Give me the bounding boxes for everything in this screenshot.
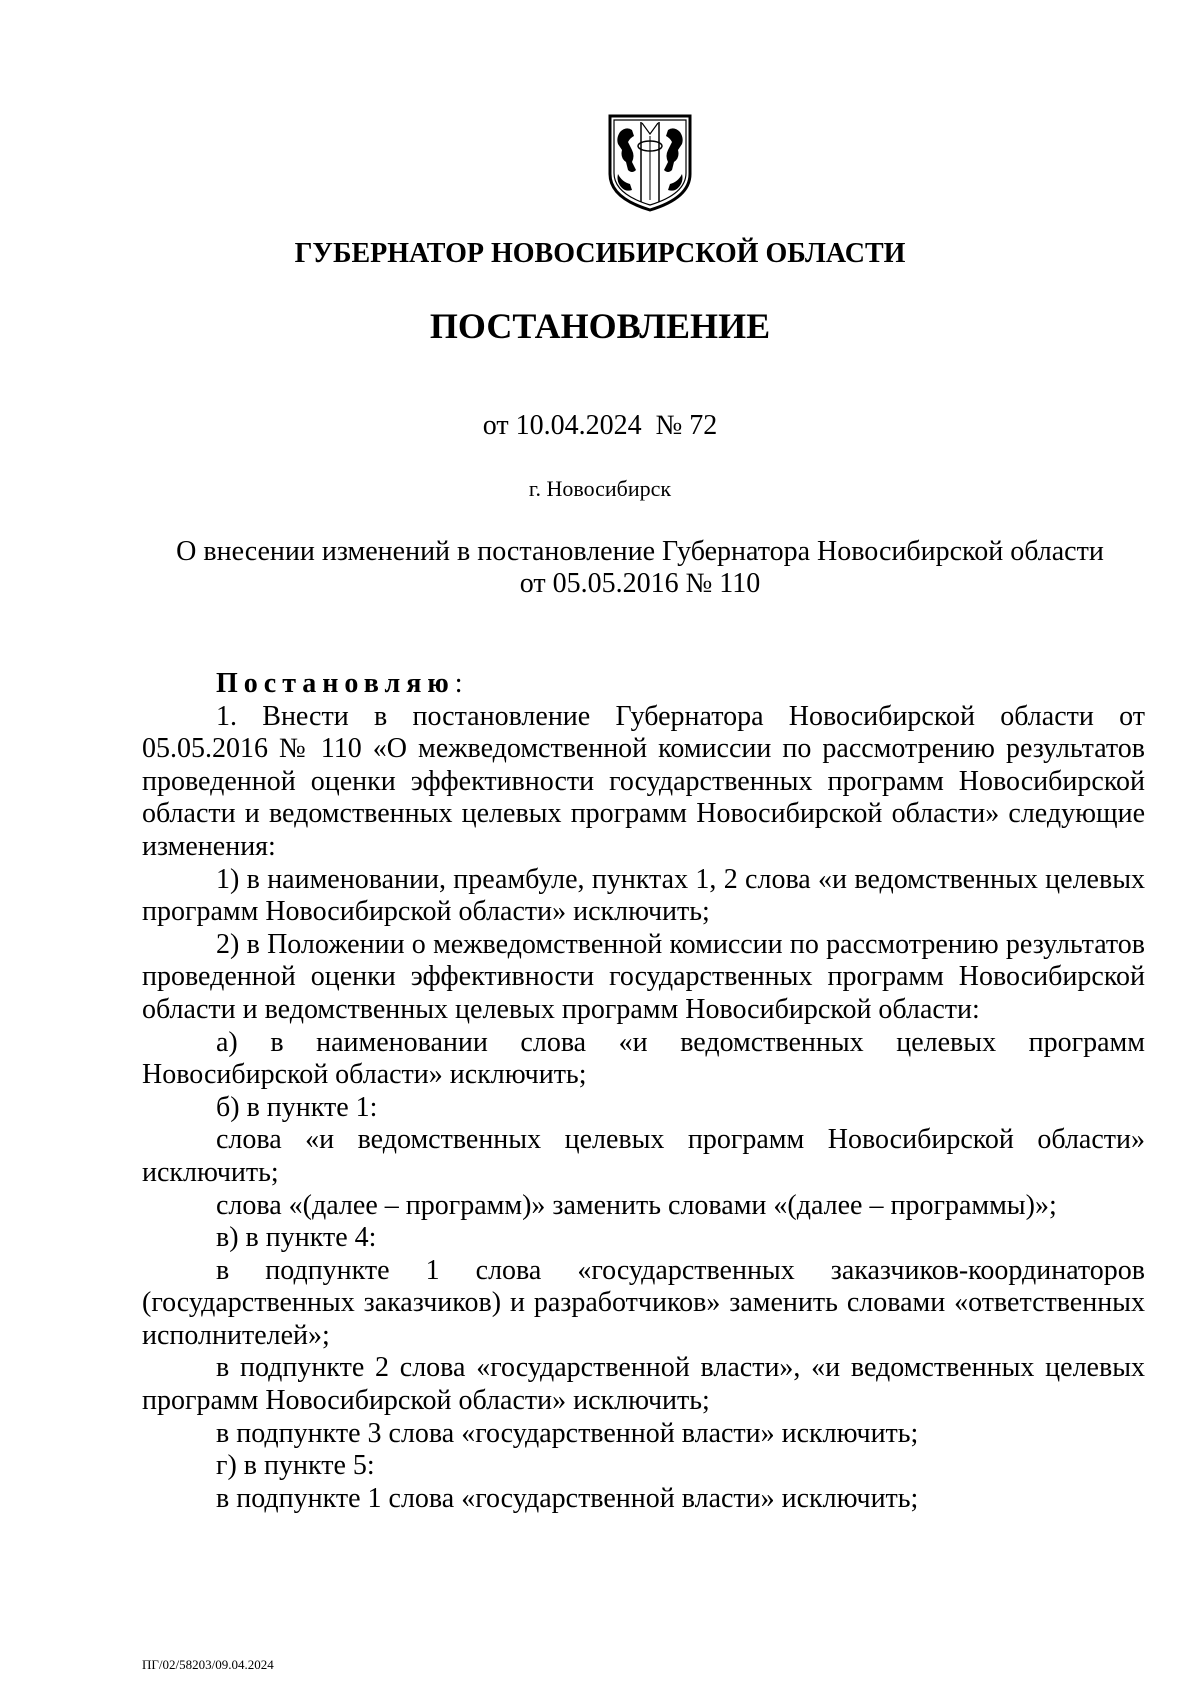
document-code: ПГ/02/58203/09.04.2024	[142, 1657, 274, 1672]
decree-colon: :	[454, 668, 463, 699]
paragraph-letter-v: в) в пункте 4:	[216, 1222, 377, 1254]
paragraph-letter-g: г) в пункте 5:	[216, 1450, 375, 1482]
coat-of-arms-icon	[604, 112, 696, 212]
paragraph-subitem-1: 1) в наименовании, преамбуле, пунктах 1, 2 слова «и ведомственных целевых программ Новосибирской области» исключить;	[142, 863, 1145, 928]
paragraph-item-1: 1. Внести в постановление Губернатора Новосибирской области от 05.05.2016 № 110 «О межведомственной комиссии по рассмотрению результатов проведенной оценки эффективности государственных программ Новосибирской области и ведомственных целевых программ Новосибирской области» следующие изменения:	[142, 700, 1145, 862]
place-of-issue: г. Новосибирск	[528, 476, 672, 501]
paragraph-text: в подпункте 1 слова «государственных заказчиков-координаторов (государственных заказчиков) и разработчиков» заменить словами «ответственных исполнителей»;	[142, 1254, 1145, 1351]
date-number-line	[0, 408, 1200, 444]
document-body	[142, 668, 1145, 1515]
issuing-authority: ГУБЕРНАТОР НОВОСИБИРСКОЙ ОБЛАСТИ	[294, 238, 906, 269]
paragraph-text: в подпункте 2 слова «государственной власти», «и ведомственных целевых программ Новосибирской области» исключить;	[142, 1352, 1145, 1417]
paragraph-text: в подпункте 3 слова «государственной власти» исключить;	[216, 1417, 919, 1449]
decree-word: Постановляю	[216, 668, 455, 699]
document-type-title: ПОСТАНОВЛЕНИЕ	[429, 306, 771, 346]
paragraph-text: слова «и ведомственных целевых программ Новосибирской области» исключить;	[142, 1124, 1145, 1188]
document-date: от 10.04.2024	[482, 410, 642, 441]
paragraph-letter-a: а) в наименовании слова «и ведомственных целевых программ Новосибирской области» исключить;	[142, 1026, 1145, 1091]
paragraph-text: в подпункте 1 слова «государственной власти» исключить;	[216, 1482, 919, 1514]
document-subject	[150, 536, 1130, 600]
decree-heading	[142, 668, 1145, 701]
document-number: № 72	[655, 410, 718, 441]
subject-line-2: от 05.05.2016 № 110	[519, 568, 761, 599]
paragraph-text: слова «(далее – программ)» заменить словами «(далее – программы)»;	[216, 1189, 1057, 1221]
subject-line-1: О внесении изменений в постановление Губернатора Новосибирской области	[176, 536, 1104, 567]
paragraph-letter-b: б) в пункте 1:	[216, 1091, 378, 1123]
paragraph-subitem-2: 2) в Положении о межведомственной комиссии по рассмотрению результатов проведенной оценки эффективности государственных программ Новосибирской области и ведомственных целевых программ Новосибирской области:	[142, 928, 1145, 1025]
